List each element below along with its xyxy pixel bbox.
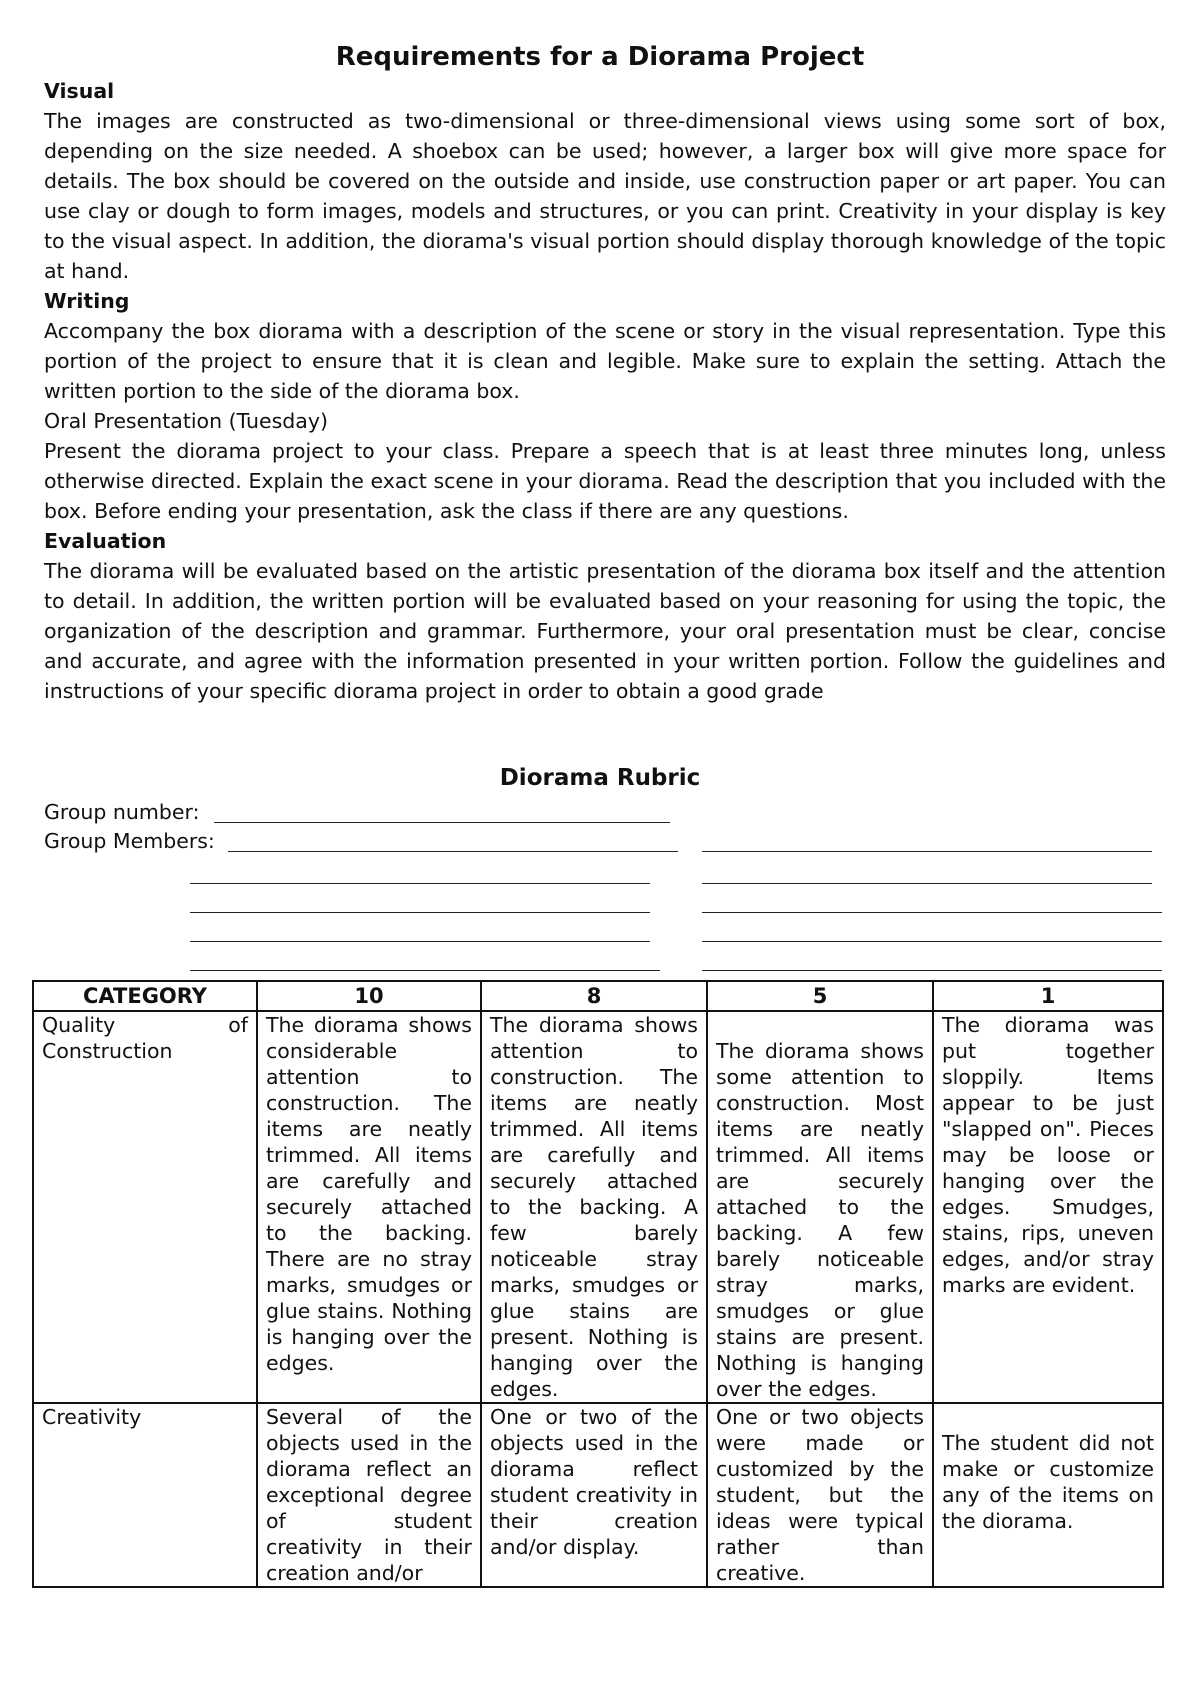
member-line[interactable] bbox=[228, 851, 678, 852]
table-row bbox=[33, 1403, 1163, 1587]
group-members-label: Group Members: bbox=[44, 829, 215, 853]
visual-heading: Visual bbox=[44, 79, 115, 103]
rubric-cell: The diorama shows some attention to construction. Most items are neatly trimmed. All items are securely attached to the backing. A few barely noticeable stray marks, smudges or glue stains are present. Nothing is hanging over the edges. bbox=[707, 1011, 933, 1403]
row-category: Creativity bbox=[33, 1403, 257, 1587]
rubric-cell: One or two of the objects used in the diorama reflect student creativity in their creation and/or display. bbox=[481, 1403, 707, 1587]
rubric-cell: The student did not make or customize any of the items on the diorama. bbox=[933, 1403, 1163, 1587]
page-title: Requirements for a Diorama Project bbox=[335, 42, 865, 72]
rubric-table bbox=[32, 980, 1164, 1588]
visual-text: The images are constructed as two-dimensional or three-dimensional views using some sort of box, depending on the size needed. A shoebox can be used; however, a larger box will give more space for details. The box should be covered on the outside and inside, use construction paper or art paper. You can use clay or dough to form images, models and structures, or you can print. Creativity in your display is key to the visual aspect. In addition, the diorama's visual portion should display thorough knowledge of the topic at hand. bbox=[44, 109, 1166, 283]
evaluation-text: The diorama will be evaluated based on the artistic presentation of the diorama box itself and the attention to detail. In addition, the written portion will be evaluated based on your reasoning for using the topic, the organization of the description and grammar. Furthermore, your oral presentation must be clear, concise and accurate, and agree with the information presented in your written portion. Follow the guidelines and instructions of your specific diorama project in order to obtain a good grade bbox=[44, 559, 1166, 703]
header-score-5: 5 bbox=[707, 981, 933, 1011]
rubric-cell: Several of the objects used in the diorama reflect an exceptional degree of student creativity in their creation and/or bbox=[257, 1403, 481, 1587]
group-number-line[interactable] bbox=[214, 822, 670, 823]
member-line[interactable] bbox=[702, 851, 1152, 852]
rubric-cell: The diorama shows considerable attention to construction. The items are neatly trimmed. All items are carefully and securely attached to the backing. There are no stray marks, smudges or glue stains. Nothing is hanging over the edges. bbox=[257, 1011, 481, 1403]
table-row bbox=[33, 1011, 1163, 1403]
oral-heading: Oral Presentation (Tuesday) bbox=[44, 409, 328, 433]
member-line[interactable] bbox=[190, 941, 650, 942]
member-line[interactable] bbox=[702, 883, 1152, 884]
requirements-body bbox=[44, 76, 1166, 706]
header-score-10: 10 bbox=[257, 981, 481, 1011]
rubric-cell: The diorama was put together sloppily. Items appear to be just "slapped on". Pieces may be loose or hanging over the edges. Smudges, stains, rips, uneven edges, and/or stray marks are evident. bbox=[933, 1011, 1163, 1403]
rubric-cell: One or two objects were made or customized by the student, but the ideas were typical rather than creative. bbox=[707, 1403, 933, 1587]
group-number-label: Group number: bbox=[44, 800, 200, 824]
row-category: Quality of Construction bbox=[33, 1011, 257, 1403]
member-line[interactable] bbox=[190, 970, 660, 971]
member-line[interactable] bbox=[702, 912, 1162, 913]
writing-heading: Writing bbox=[44, 289, 130, 313]
header-score-8: 8 bbox=[481, 981, 707, 1011]
member-line[interactable] bbox=[702, 970, 1162, 971]
member-line[interactable] bbox=[702, 941, 1162, 942]
member-line[interactable] bbox=[190, 912, 650, 913]
rubric-cell: The diorama shows attention to construction. The items are neatly trimmed. All items are carefully and securely attached to the backing. A few barely noticeable stray marks, smudges or glue stains are present. Nothing is hanging over the edges. bbox=[481, 1011, 707, 1403]
rubric-header-row bbox=[33, 981, 1163, 1011]
oral-text: Present the diorama project to your class. Prepare a speech that is at least three minutes long, unless otherwise directed. Explain the exact scene in your diorama. Read the description that you included with the box. Before ending your presentation, ask the class if there are any questions. bbox=[44, 439, 1166, 523]
writing-text: Accompany the box diorama with a description of the scene or story in the visual representation. Type this portion of the project to ensure that it is clean and legible. Make sure to explain the setting. Attach the written portion to the side of the diorama box. bbox=[44, 319, 1166, 403]
evaluation-heading: Evaluation bbox=[44, 529, 167, 553]
header-category: CATEGORY bbox=[33, 981, 257, 1011]
rubric-title: Diorama Rubric bbox=[499, 765, 701, 791]
member-line[interactable] bbox=[190, 883, 650, 884]
header-score-1: 1 bbox=[933, 981, 1163, 1011]
